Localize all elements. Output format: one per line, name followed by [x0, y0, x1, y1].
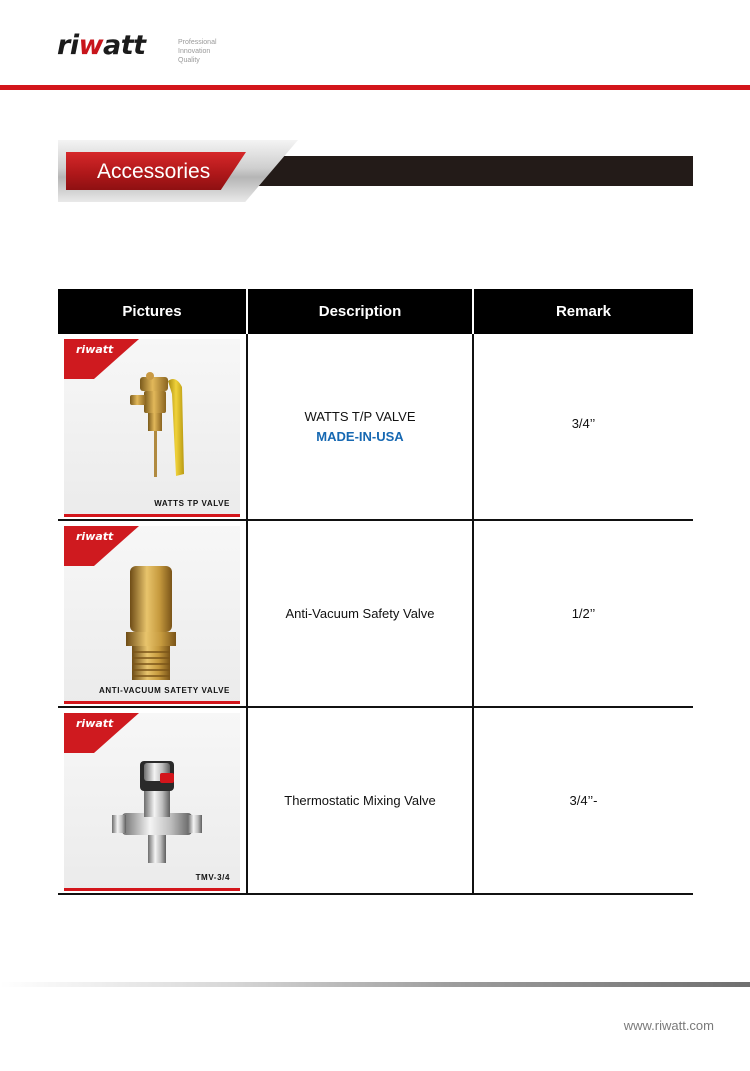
product-caption: TMV-3/4	[195, 873, 230, 882]
footer-website-link[interactable]: www.riwatt.com	[623, 1018, 714, 1033]
caption-underline	[64, 888, 240, 891]
riwatt-logo[interactable]	[57, 30, 146, 61]
section-banner-bar	[230, 156, 693, 186]
product-image-watts-tp-valve[interactable]	[64, 339, 240, 517]
description-text: Anti-Vacuum Safety Valve	[285, 605, 435, 621]
brand-corner-label: riwatt	[76, 343, 114, 356]
logo-prefix: ri	[57, 30, 79, 61]
tagline-line: Innovation	[178, 48, 211, 55]
description-cell	[248, 521, 472, 706]
tagline	[178, 38, 217, 65]
section-title: Accessories	[97, 160, 211, 183]
brand-corner-label: riwatt	[76, 717, 114, 730]
column-header-description: Description	[248, 289, 472, 334]
remark-cell: 1/2’’	[571, 606, 596, 621]
remark-cell: 3/4’’-	[569, 793, 598, 808]
description-highlight: MADE-IN-USA	[316, 428, 404, 444]
description-text: WATTS T/P VALVE	[304, 408, 416, 424]
caption-underline	[64, 514, 240, 517]
product-caption: WATTS TP VALVE	[154, 499, 230, 508]
header-divider	[0, 85, 750, 90]
product-image-thermostatic-mixing-valve[interactable]	[64, 713, 240, 891]
tagline-line: Quality	[178, 57, 200, 64]
tagline-line: Professional	[178, 39, 217, 46]
description-cell	[248, 708, 472, 893]
column-header-remark: Remark	[474, 289, 693, 334]
page-header	[0, 0, 750, 92]
remark-cell: 3/4’’	[571, 416, 596, 431]
logo-w: w	[78, 30, 104, 61]
product-caption: ANTI-VACUUM SATETY VALVE	[99, 686, 230, 695]
description-cell	[248, 334, 472, 519]
accessories-table	[58, 289, 693, 895]
table-row	[58, 708, 693, 895]
logo-suffix: att	[103, 30, 146, 61]
footer-divider	[0, 982, 750, 987]
brand-corner-label: riwatt	[76, 530, 114, 543]
caption-underline	[64, 701, 240, 704]
description-text: Thermostatic Mixing Valve	[284, 792, 436, 808]
product-image-anti-vacuum-valve[interactable]	[64, 526, 240, 704]
table-row	[58, 334, 693, 521]
column-header-pictures: Pictures	[58, 289, 246, 334]
table-row	[58, 521, 693, 708]
table-header	[58, 289, 693, 334]
